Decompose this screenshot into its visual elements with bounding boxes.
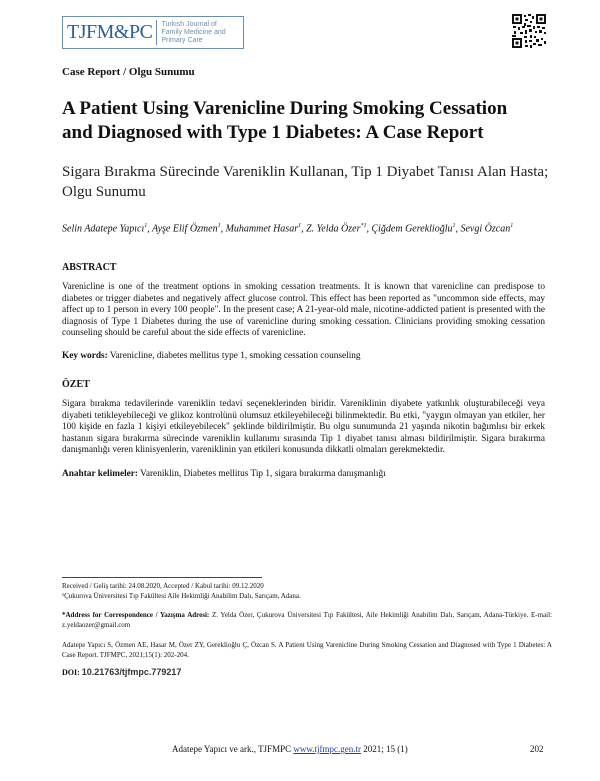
journal-logo <box>62 16 244 49</box>
doi-line <box>62 668 552 678</box>
logo-sub-line: Turkish Journal of <box>161 20 217 28</box>
author-affiliation-mark: 1 <box>144 223 148 229</box>
logo-sub-line: Primary Care <box>161 36 203 44</box>
keywords-label: Key words: <box>62 351 108 361</box>
logo-title: TJFM&PC <box>67 21 153 43</box>
keywords-value: Varenicline, diabetes mellitus type 1, smoking cessation counseling <box>109 351 361 361</box>
author-name: Çiğdem Gereklioğlu <box>371 223 453 235</box>
logo-sub-line: Family Medicine and <box>161 28 226 36</box>
author-name: Sevgi Özcan <box>460 223 511 235</box>
affiliation-note: ¹Çukurova Üniversitesi Tıp Fakültesi Aile Hekimliği Anabilim Dalı, Sarıçam, Adana. <box>62 592 301 600</box>
doi-label: DOI: <box>62 668 80 677</box>
citation-note: Adatepe Yapıcı S, Özmen AE, Hasar M, Özer ZY, Gereklioğlu Ç, Özcan S. A Patient Using Varenicline During Smoking Cessation and Diagnosed with Type 1 Diabetes: A Case Report. TJFMPC, 2021;15(1): 202-204. <box>62 641 552 659</box>
author-name: Muhammet Hasar <box>225 223 299 235</box>
footer-authors: Adatepe Yapıcı ve ark., TJFMPC <box>172 744 292 754</box>
page-footer <box>172 744 408 754</box>
journal-website-link[interactable]: www.tjfmpc.gen.tr <box>293 744 361 754</box>
article-type: Case Report / Olgu Sunumu <box>62 66 195 78</box>
keywords-label: Anahtar kelimeler: <box>62 469 138 479</box>
author-affiliation-mark: 1 <box>217 223 221 229</box>
author-name: Z. Yelda Özer <box>306 223 361 235</box>
author-affiliation-mark: 1 <box>452 223 456 229</box>
author-name: Ayşe Elif Özmen <box>152 223 218 235</box>
logo-subtitle <box>157 21 225 45</box>
page-number: 202 <box>530 744 544 754</box>
ozet-keywords <box>62 469 545 481</box>
received-dates: Received / Geliş tarihi: 24.08.2020, Accepted / Kabul tarihi: 09.12.2020 <box>62 582 264 590</box>
correspondence-text: Z. Yelda Özer, Çukurova Üniversitesi Tıp Fakültesi, Aile Hekimliği Anabilim Dalı, Sarıçam, Adana-Türkiye. E-mail: z.yeldaozer@gmail.com <box>62 611 553 629</box>
article-title: A Patient Using Varenicline During Smoking Cessation and Diagnosed with Type 1 Diabetes: A Case Report <box>62 98 508 143</box>
abstract-keywords <box>62 351 545 363</box>
ozet-heading: ÖZET <box>62 379 90 390</box>
qr-code-icon <box>511 13 547 49</box>
footnote-divider <box>62 577 262 578</box>
ozet-text: Sigara bırakma tedavilerinde vareniklin tedavi seçeneklerinden biridir. Vareniklinin diyabete yatkınlık oluşturabileceği veya diyabeti tetikleyebileceği ve glikoz kontrolünü olumsuz etkileyebileceği bilinmektedir. Bu etki, "yaygın olmayan yan etkiler, her 100 kişide en fazla 1 kişiyi etkileyebilecek" şeklinde bildirilmiştir. Bu olgu sunumunda 21 yaşında nikotin bağımlısı bir erkek hastanın sigara bırakırma sürecinde vareniklin kullanımı sırasında Tip 1 diyabet tanısı alması bildirilmiştir. Sigara bırakırma danışmanlığı veren klinisyenlerin, vareniklinin yan etkileri konusunda dikkatli olmaları gerekmektedir. <box>62 399 545 456</box>
keywords-value: Vareniklin, Diabetes mellitus Tip 1, sigara bırakırma danışmanlığı <box>140 469 386 479</box>
author-name: Selin Adatepe Yapıcı <box>62 223 145 235</box>
author-affiliation-mark: *1 <box>360 223 367 229</box>
author-affiliation-mark: 1 <box>510 223 514 229</box>
footer-issue: 2021; 15 (1) <box>363 744 408 754</box>
correspondence-note <box>62 611 552 630</box>
correspondence-label: *Address for Correspondence / Yazışma Adresi: <box>62 611 210 619</box>
article-title-turkish: Sigara Bırakma Sürecinde Vareniklin Kullanan, Tip 1 Diyabet Tanısı Alan Hasta; Olgu Sunumu <box>62 164 549 200</box>
abstract-text: Varenicline is one of the treatment options in smoking cessation treatments. It is known that varenicline can predispose to diabetes or trigger diabetes and negatively affect glucose control. This effect has been reported as "uncommon side effects, may affect up to 1 person in every 100 people". In the present case; A 21-year-old male, nicotine-addicted patient is presented with the diagnosis of Type 1 Diabetes during the use of varenicline during smoking cessation. Clinicians providing smoking cessation counseling should be careful about the side effects of varenicline. <box>62 282 545 339</box>
doi-value: 10.21763/tjfmpc.779217 <box>81 667 182 677</box>
author-affiliation-mark: 1 <box>298 223 302 229</box>
abstract-heading: ABSTRACT <box>62 262 117 273</box>
author-list: Selin Adatepe Yapıcı$^1$, Ayşe Elif Özmen$^1$, Muhammet Hasar$^1$, Z. Yelda Özer$^{*1}$, Çiğdem Gereklioğlu$^1$, Sevgi Özcan$^1$ <box>62 223 514 235</box>
